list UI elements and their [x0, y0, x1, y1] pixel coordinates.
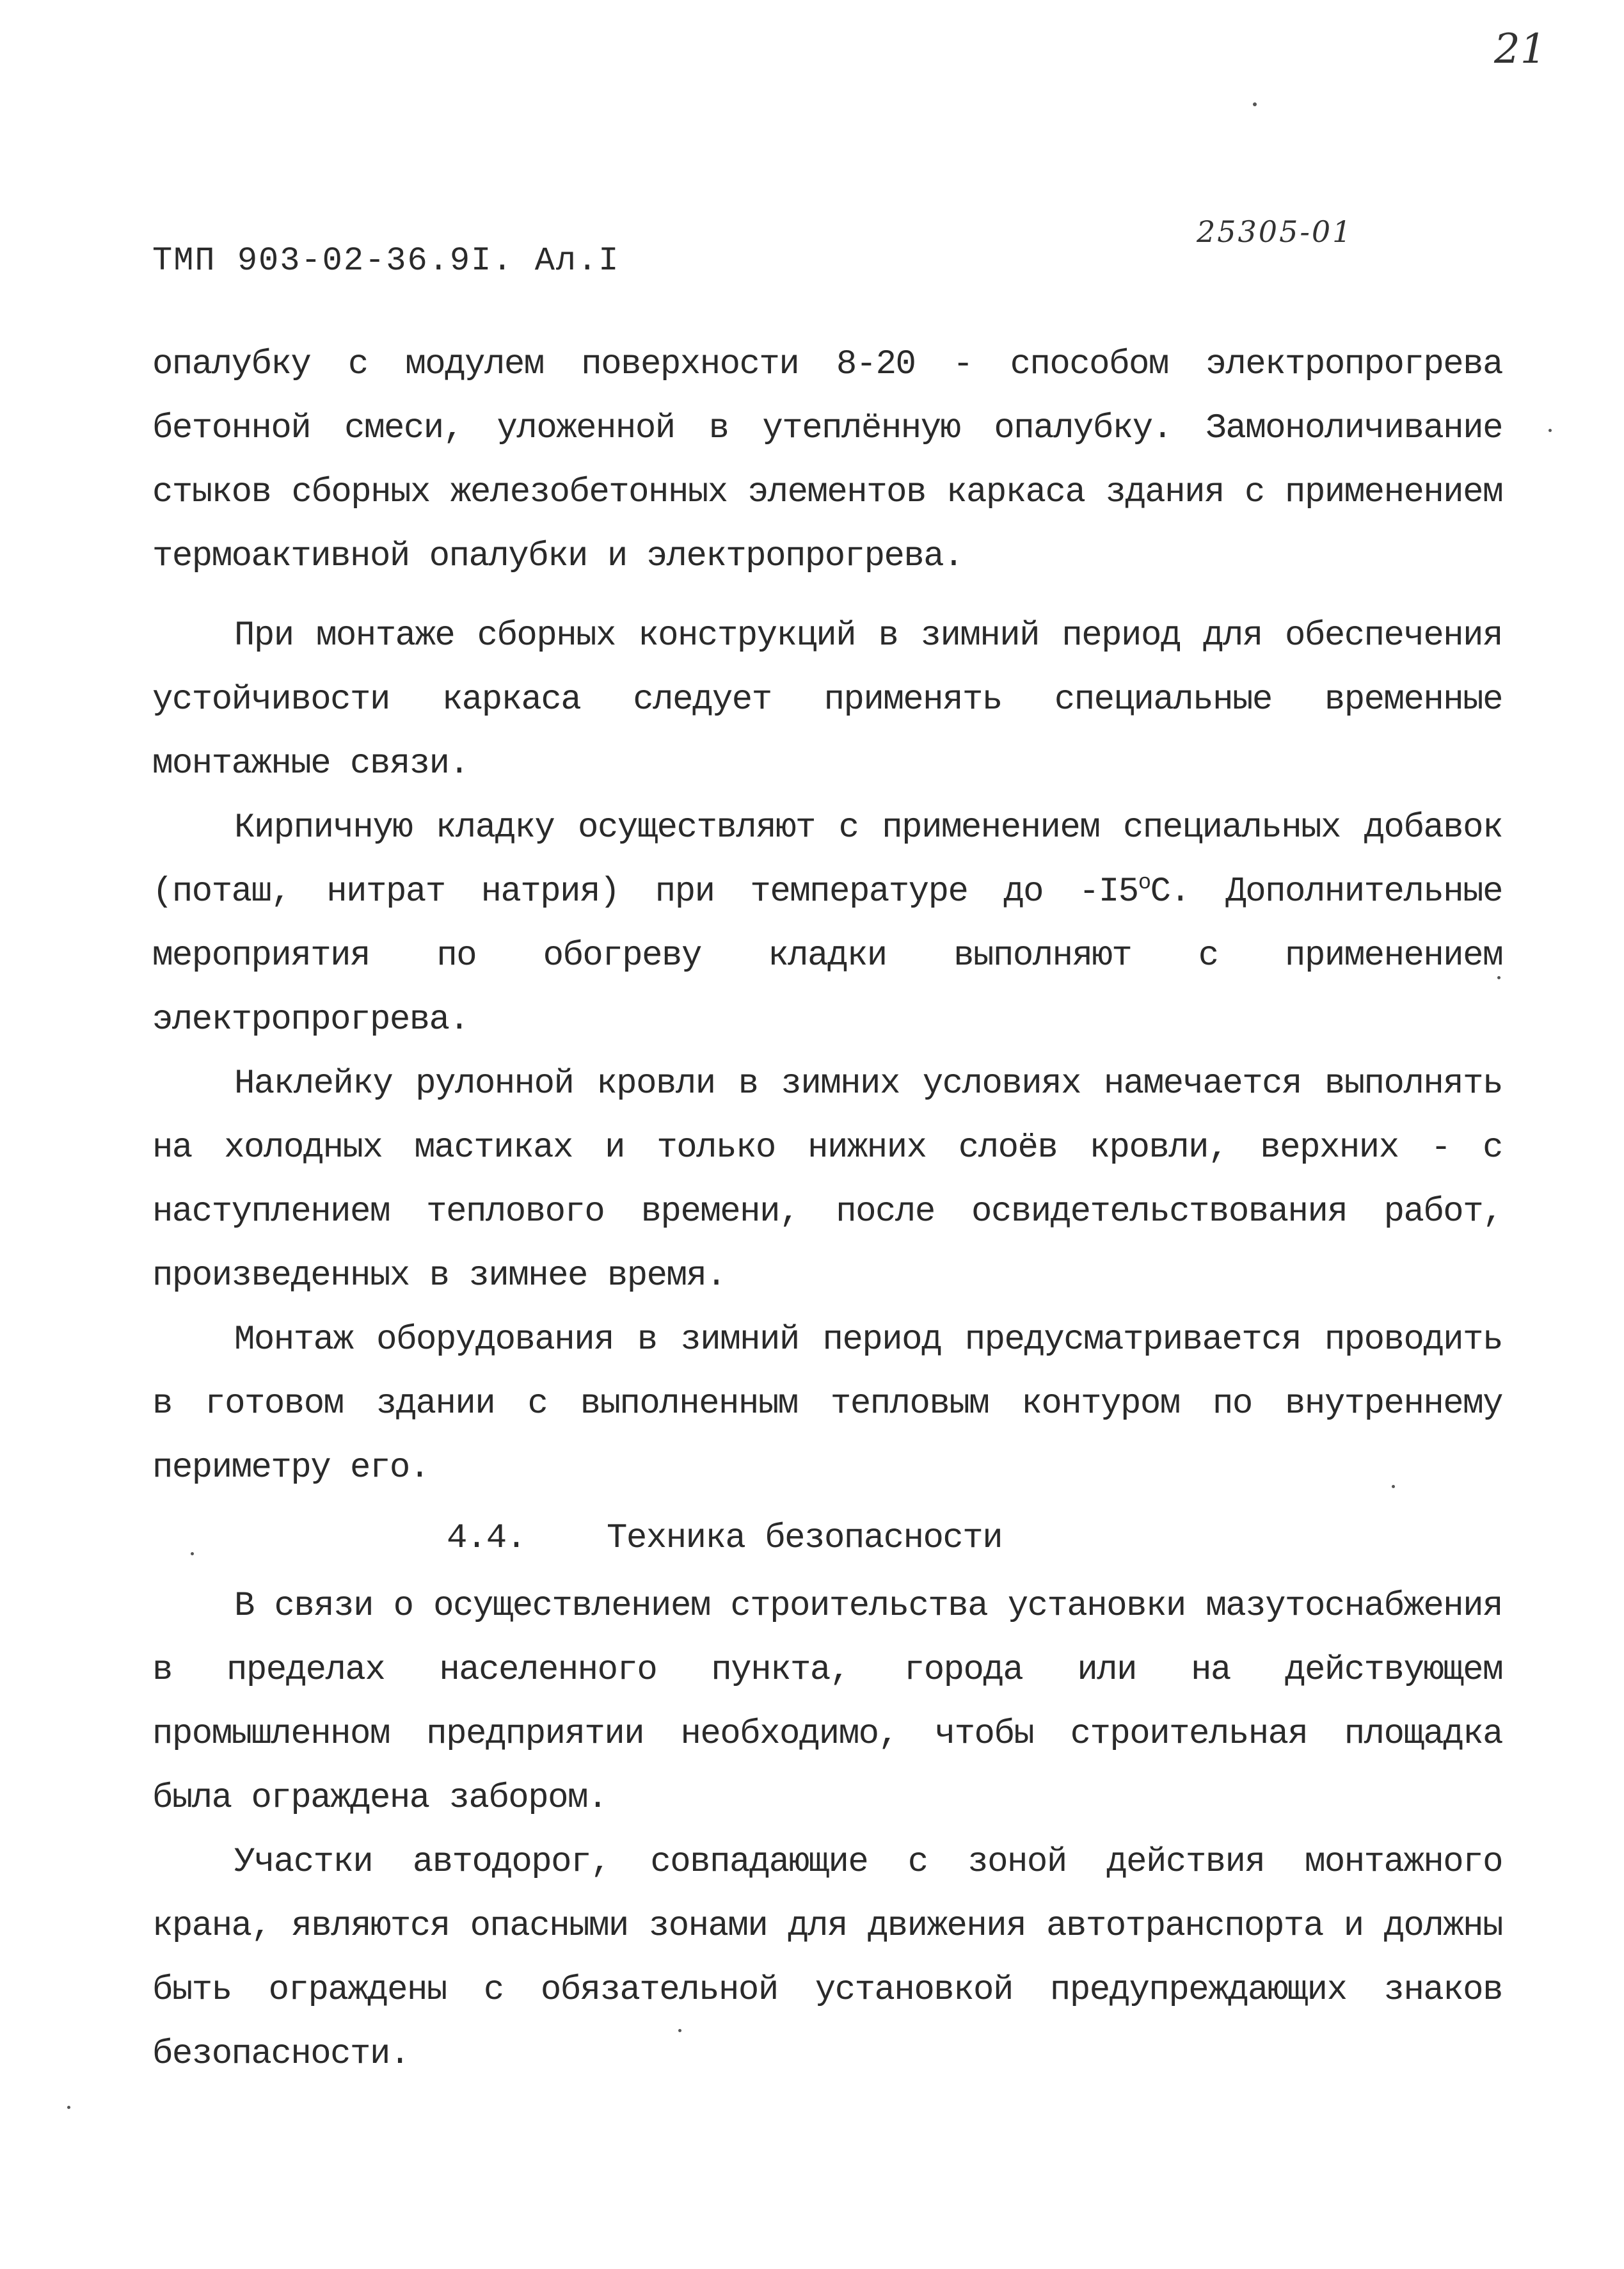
paragraph-equipment: Монтаж оборудования в зимний период предусматривается проводить в готовом здании с выполненным тепловым контуром по внутреннему периметру его. [152, 1320, 1502, 1487]
document-code: ТМП 903-02-36.9I. Ал.I [152, 242, 620, 280]
paragraph-site-fencing: В связи о осуществлением строительства установки мазутоснабжения в пределах населенного пункта, города или на действующем промышленном предприятии необходимо, чтобы строительная площадка была ограждена забором. [152, 1587, 1502, 1818]
scan-speck [1253, 102, 1257, 106]
section-number: 4.4. [447, 1519, 526, 1558]
paragraph-brickwork [152, 796, 1502, 1052]
paragraph-formwork: опалубку с модулем поверхности 8-20 - способом электропрогрева бетонной смеси, уложенной в утеплённую опалубку. Замоноличивание стыков сборных железобетонных элементов каркаса здания с применением термоактивной опалубки и электропрогрева. [152, 345, 1502, 576]
scan-speck [1548, 429, 1552, 432]
degree-mark: o [1138, 871, 1150, 895]
brickwork-text-part1: Кирпичную кладку осуществляют с применением специальных добавок (поташ, нитрат натрия) при температуре до -I5 [152, 808, 1502, 911]
handwritten-inventory-code: 25305-01 [1197, 214, 1353, 249]
scan-speck [191, 1552, 194, 1555]
document-body [152, 333, 1502, 2087]
paragraph-road-hazard: Участки автодорог, совпадающие с зоной действия монтажного крана, являются опасными зонами для движения автотранспорта и должны быть ограждены с обязательной установкой предупреждающих знаков безопасности. [152, 1843, 1502, 2074]
paragraph-mounting: При монтаже сборных конструкций в зимний период для обеспечения устойчивости каркаса следует применять специальные временные монтажные связи. [152, 616, 1502, 783]
scan-speck [67, 2106, 70, 2109]
scan-speck [678, 2029, 681, 2032]
scan-speck [1392, 1485, 1395, 1488]
page-number: 21 [1494, 26, 1547, 73]
scan-speck [1497, 976, 1501, 979]
brickwork-text-part2: C. Дополнительные мероприятия по обогреву кладки выполняют с применением электропрогрева. [152, 872, 1502, 1039]
paragraph-roofing: Наклейку рулонной кровли в зимних условиях намечается выполнять на холодных мастиках и только нижних слоёв кровли, верхних - с наступлением теплового времени, после освидетельствования работ, произведенных в зимнее время. [152, 1064, 1502, 1295]
section-heading [152, 1507, 1502, 1571]
section-title: Техника безопасности [607, 1519, 1003, 1558]
